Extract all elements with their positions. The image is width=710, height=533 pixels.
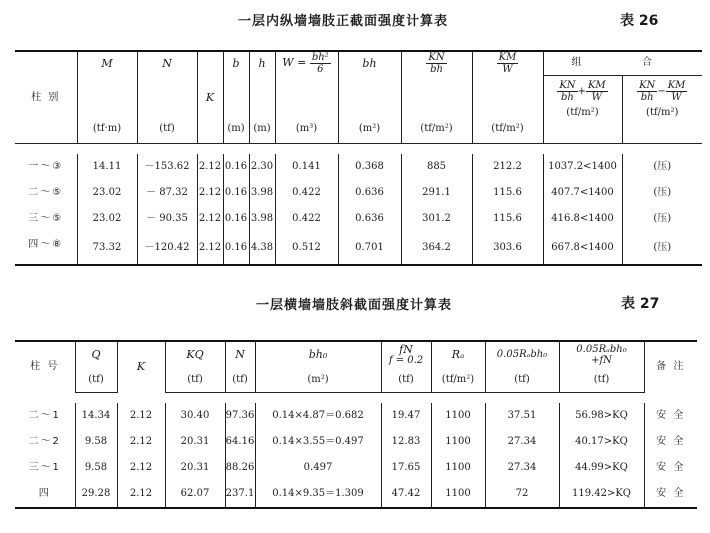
unit-W: (m³) [275,75,338,143]
row-KM: 115.6 [472,180,543,206]
table27-spacer [15,392,697,403]
combo-plus-km-num: KM [587,79,606,91]
header-h: h [249,51,275,75]
combo-plus-op: + [577,85,586,97]
table26-number: 表 26 [620,13,659,29]
row-M: 73.32 [77,232,137,265]
row-note: 安 全 [644,455,697,481]
row-plus: 416.8<1400 [543,206,622,232]
header-combo-minus [622,75,702,143]
row-Q: 29.28 [75,481,117,508]
row-member: 三～1 [28,461,61,473]
header-N: N [137,51,197,75]
combo-minus-km [666,80,688,103]
row-b: 0.16 [223,206,249,232]
table27-title: 一层横墙墙肢斜截面强度计算表 [256,298,453,313]
row-bh0: 0.497 [255,455,381,481]
row-W: 0.422 [275,206,338,232]
row-b: 0.16 [223,154,249,180]
combo-plus-km-den: W [591,91,602,103]
row-bh0: 0.14×4.87＝0.682 [255,403,381,429]
row-c2: 119.42>KQ [559,481,644,508]
row-KQ: 20.31 [165,429,225,455]
header-W [275,51,338,75]
header-K: K [197,51,223,143]
row-b: 0.16 [223,232,249,265]
row-KM: 115.6 [472,206,543,232]
row-member: 二～2 [28,435,61,447]
row-minus: (压) [622,232,702,265]
row-note: 安 全 [644,429,697,455]
table27 [15,340,697,509]
combo-minus-km-den: W [671,91,682,103]
table-row [15,481,697,508]
unit-c2: (tf) [559,368,644,392]
row-Q: 14.34 [75,403,117,429]
table26-spacer [15,144,702,155]
table-row [15,154,702,180]
header-member: 柱 别 [31,91,61,103]
row-fN: 47.42 [381,481,431,508]
header-b: b [223,51,249,75]
row-K: 2.12 [117,455,165,481]
row-Ra: 1100 [431,455,485,481]
combo-plus-kn-den: bh [561,91,574,103]
unit-Q: (tf) [75,368,117,392]
row-KQ: 62.07 [165,481,225,508]
row-bh: 0.368 [338,154,401,180]
combo-minus-op: − [657,85,666,97]
row-c1: 37.51 [485,403,559,429]
header-c1: 0.05Rₐbh₀ [485,341,559,368]
row-N: 237.1 [225,481,255,508]
combo-plus-kn-num: KN [559,79,576,91]
header-KN [401,51,472,75]
header-KQ: KQ [165,341,225,368]
row-note: 安 全 [644,403,697,429]
header-M: M [77,51,137,75]
unit-b: (m) [223,75,249,143]
row-W: 0.141 [275,154,338,180]
row-c1: 27.34 [485,455,559,481]
header-c2-line2: +fN [591,354,612,366]
header-Q: Q [75,341,117,368]
row-W: 0.422 [275,180,338,206]
combo-minus-kn-den: bh [640,91,654,103]
row-K: 2.12 [197,180,223,206]
header-fN-label: fN [399,342,413,356]
table-row [15,429,697,455]
header-bh: bh [338,51,401,75]
row-member: 一～③ [28,161,64,172]
header-KM-frac [497,52,519,75]
unit-N: (tf) [225,368,255,392]
row-Q: 9.58 [75,455,117,481]
unit-bh: (m²) [338,75,401,143]
header-f-value: f = 0.2 [388,354,424,366]
row-K: 2.12 [117,403,165,429]
row-Ra: 1100 [431,429,485,455]
unit-KQ: (tf) [165,368,225,392]
header-W-den: 6 [317,64,324,75]
header-Ra: Rₐ [431,341,485,368]
row-bh0: 0.14×3.55＝0.497 [255,429,381,455]
row-h: 4.38 [249,232,275,265]
row-fN: 19.47 [381,403,431,429]
unit-combo-plus: (tf/m²) [566,106,599,118]
header-KM-num: KM [498,52,517,63]
row-minus: (压) [622,154,702,180]
row-KN: 885 [401,154,472,180]
row-Q: 9.58 [75,429,117,455]
row-N: －153.62 [137,154,197,180]
row-N: － 90.35 [137,206,197,232]
table-row [15,180,702,206]
unit-N: (tf) [137,75,197,143]
row-member: 二～⑤ [28,187,64,198]
row-c2: 44.99>KQ [559,455,644,481]
row-fN: 17.65 [381,455,431,481]
table-row [15,455,697,481]
row-plus: 1037.2<1400 [543,154,622,180]
unit-Ra: (tf/m²) [431,368,485,392]
row-c2: 40.17>KQ [559,429,644,455]
header-combo-right: 合 [622,51,702,75]
row-bh0: 0.14×9.35＝1.309 [255,481,381,508]
row-K: 2.12 [117,429,165,455]
row-note: 安 全 [644,481,697,508]
row-member: 四～⑧ [28,239,64,250]
row-KN: 364.2 [401,232,472,265]
header-KM [472,51,543,75]
combo-plus-kn [557,80,577,103]
row-bh: 0.701 [338,232,401,265]
row-N: 64.16 [225,429,255,455]
header-KN-frac [426,52,446,75]
table-row [15,206,702,232]
unit-KN: (tf/m²) [401,75,472,143]
table-row [15,232,702,265]
unit-KM: (tf/m²) [472,75,543,143]
header-W-label: W = [282,56,310,69]
row-M: 23.02 [77,180,137,206]
header-c2 [559,341,644,368]
row-KN: 301.2 [401,206,472,232]
header-W-num: bh² [311,52,329,63]
table26 [15,50,702,266]
row-Ra: 1100 [431,481,485,508]
row-c1: 72 [485,481,559,508]
header-note: 备 注 [644,341,697,392]
row-N: －120.42 [137,232,197,265]
unit-combo-minus: (tf/m²) [646,106,679,118]
row-KQ: 30.40 [165,403,225,429]
row-b: 0.16 [223,180,249,206]
header-combo-left: 组 [543,51,622,75]
combo-minus-kn-num: KN [639,79,656,91]
row-KQ: 20.31 [165,455,225,481]
header-N: N [225,341,255,368]
row-member: 二～1 [28,409,61,421]
header-KN-num: KN [428,52,445,63]
header-W-frac [310,52,331,75]
row-plus: 407.7<1400 [543,180,622,206]
table-row [15,403,697,429]
row-c1: 27.34 [485,429,559,455]
header-c2-line1: 0.05Rₐbh₀ [576,343,627,355]
unit-fN: (tf) [381,368,431,392]
row-Ra: 1100 [431,403,485,429]
row-K: 2.12 [197,206,223,232]
header-combo-plus [543,75,622,143]
row-bh: 0.636 [338,180,401,206]
combo-minus-kn [637,80,657,103]
row-h: 3.98 [249,180,275,206]
row-bh: 0.636 [338,206,401,232]
row-fN: 12.83 [381,429,431,455]
row-M: 23.02 [77,206,137,232]
row-KM: 303.6 [472,232,543,265]
header-member: 柱 号 [30,361,60,372]
row-c2: 56.98>KQ [559,403,644,429]
row-KN: 291.1 [401,180,472,206]
header-fN [381,341,431,368]
combo-minus-km-num: KM [667,79,686,91]
header-K: K [117,341,165,392]
row-K: 2.12 [197,154,223,180]
row-K: 2.12 [117,481,165,508]
row-W: 0.512 [275,232,338,265]
row-KM: 212.2 [472,154,543,180]
row-N: 97.36 [225,403,255,429]
header-KN-den: bh [430,64,443,75]
unit-c1: (tf) [485,368,559,392]
header-bh0: bh₀ [255,341,381,368]
unit-M: (tf·m) [77,75,137,143]
row-h: 3.98 [249,206,275,232]
row-member: 三～⑤ [28,213,64,224]
unit-h: (m) [249,75,275,143]
unit-bh0: (m²) [255,368,381,392]
row-plus: 667.8<1400 [543,232,622,265]
row-minus: (压) [622,180,702,206]
row-minus: (压) [622,206,702,232]
row-M: 14.11 [77,154,137,180]
header-KM-den: W [502,64,513,75]
row-N: － 87.32 [137,180,197,206]
row-N: 88.26 [225,455,255,481]
row-K: 2.12 [197,232,223,265]
table27-number: 表 27 [621,296,660,312]
combo-plus-km [586,80,608,103]
row-member: 四 [38,487,51,499]
table26-title: 一层内纵墙墙肢正截面强度计算表 [238,14,449,29]
row-h: 2.30 [249,154,275,180]
